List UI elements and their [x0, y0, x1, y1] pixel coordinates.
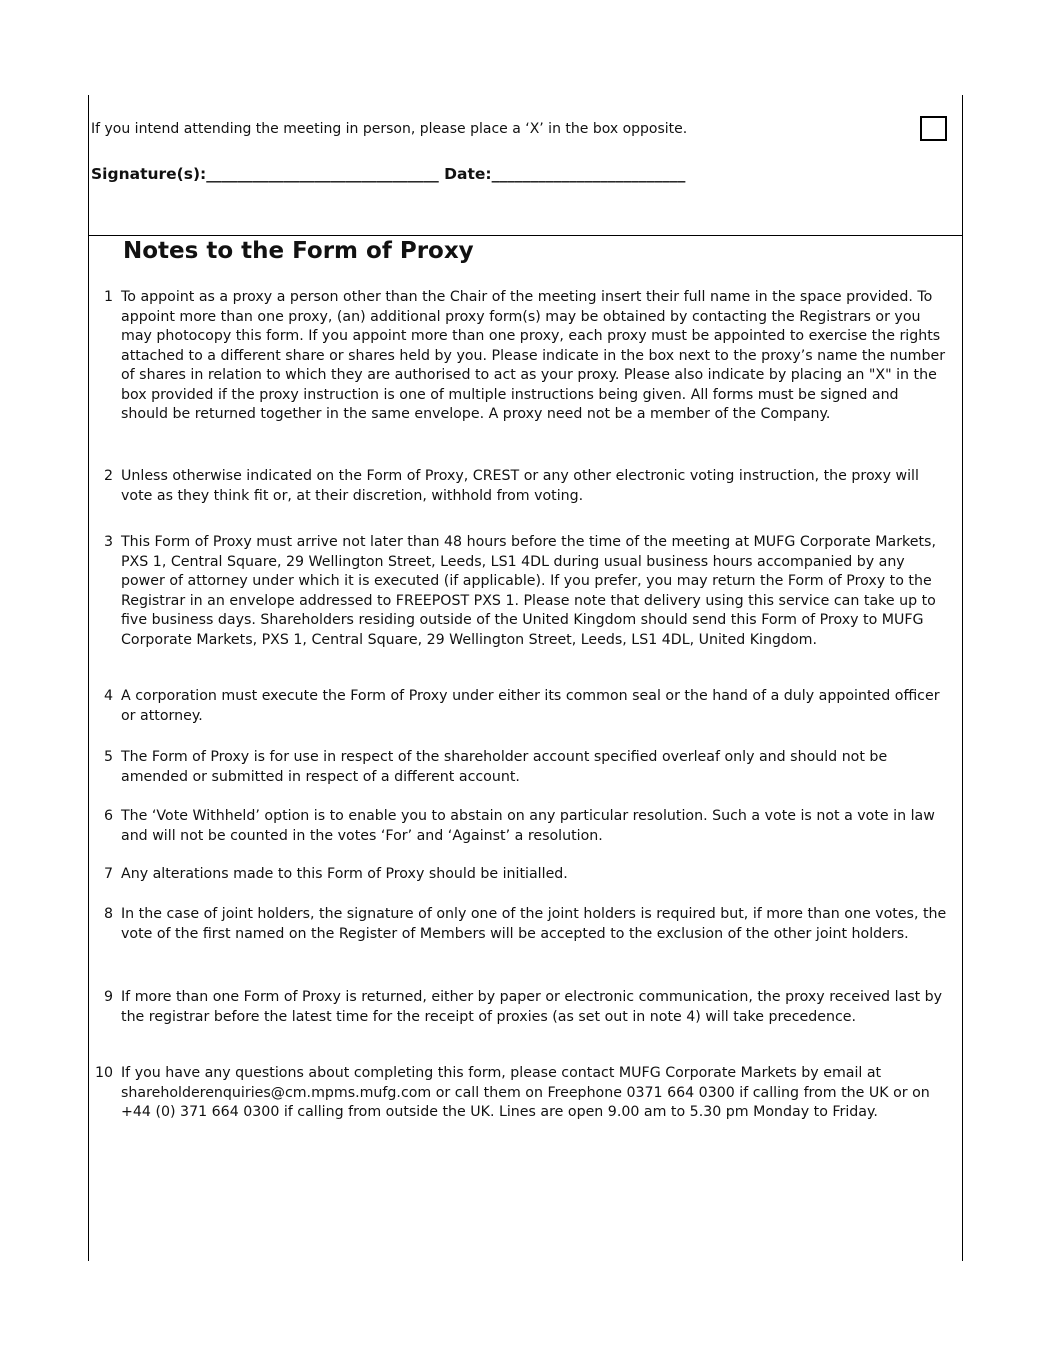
note-item: [90, 1064, 950, 1123]
note-number: 10: [94, 1065, 113, 1081]
signature-label: Signature(s):: [91, 165, 207, 183]
date-field[interactable]: _________________________: [491, 165, 686, 183]
note-text: In the case of joint holders, the signature of only one of the joint holders is required but, if more than one votes, the vote of the first named on the Register of Members will be accepted to the exclusion of the other joint holders.: [121, 906, 947, 942]
note-text: The Form of Proxy is for use in respect of the shareholder account specified overleaf only and should not be amended or submitted in respect of a different account.: [121, 749, 888, 785]
frame-right-border: [962, 95, 963, 1261]
note-text: This Form of Proxy must arrive not later than 48 hours before the time of the meeting at MUFG Corporate Markets, PXS 1, Central Square, 29 Wellington Street, Leeds, LS1 4DL during usual business hours accompanied by any power of attorney under which it is executed (if applicable). If you prefer, you may return the Form of Proxy to the Registrar in an envelope addressed to FREEPOST PXS 1. Please note that delivery using this service can take up to five business days. Shareholders residing outside of the United Kingdom should send this Form of Proxy to MUFG Corporate Markets, PXS 1, Central Square, 29 Wellington Street, Leeds, LS1 4DL, United Kingdom.: [121, 534, 936, 648]
note-item: [90, 687, 950, 726]
note-text: If you have any questions about completing this form, please contact MUFG Corporate Markets by email at shareholderenquiries@cm.mpms.mufg.com or call them on Freephone 0371 664 0300 if calling from the UK or on +44 (0) 371 664 0300 if calling from outside the UK. Lines are open 9.00 am to 5.30 pm Monday to Friday.: [121, 1065, 930, 1120]
note-number: 1: [103, 289, 113, 305]
note-item: [90, 905, 950, 944]
note-text: If more than one Form of Proxy is returned, either by paper or electronic communication, the proxy received last by the registrar before the latest time for the receipt of proxies (as set out in note 4) will take precedence.: [121, 989, 943, 1025]
note-number: 5: [103, 749, 113, 765]
signature-row: [91, 164, 685, 184]
signature-field[interactable]: ______________________________: [206, 165, 439, 183]
note-text: To appoint as a proxy a person other than the Chair of the meeting insert their full name in the space provided. To appoint more than one proxy, (an) additional proxy form(s) may be obtained by contacting the Registrars or you may photocopy this form. If you appoint more than one proxy, each proxy must be appointed to exercise the rights attached to a different share or shares held by you. Please indicate in the box next to the proxy’s name the number of shares in relation to which they are authorised to act as your proxy. Please also indicate by placing an "X" in the box provided if the proxy instruction is one of multiple instructions being given. All forms must be signed and should be returned together in the same envelope. A proxy need not be a member of the Company.: [121, 289, 946, 422]
note-item: [90, 865, 950, 885]
notes-title: Notes to the Form of Proxy: [123, 238, 474, 264]
frame-left-border: [88, 95, 89, 1261]
note-item: [90, 533, 950, 650]
note-number: 3: [103, 534, 113, 550]
note-item: [90, 288, 950, 425]
note-number: 2: [103, 468, 113, 484]
note-item: [90, 807, 950, 846]
note-number: 9: [103, 989, 113, 1005]
note-item: [90, 988, 950, 1027]
note-text: Any alterations made to this Form of Proxy should be initialled.: [121, 866, 568, 882]
attendance-instruction: If you intend attending the meeting in person, please place a ‘X’ in the box opposite.: [91, 121, 688, 137]
note-item: [90, 748, 950, 787]
note-text: Unless otherwise indicated on the Form of Proxy, CREST or any other electronic voting instruction, the proxy will vote as they think fit or, at their discretion, withhold from voting.: [121, 468, 919, 504]
date-label: Date:: [444, 165, 492, 183]
note-number: 6: [103, 808, 113, 824]
note-number: 7: [103, 866, 113, 882]
attendance-checkbox[interactable]: [920, 116, 947, 141]
note-text: The ‘Vote Withheld’ option is to enable you to abstain on any particular resolution. Such a vote is not a vote in law and will not be counted in the votes ‘For’ and ‘Against’ a resolution.: [121, 808, 935, 844]
note-number: 4: [103, 688, 113, 704]
note-number: 8: [103, 906, 113, 922]
note-text: A corporation must execute the Form of Proxy under either its common seal or the hand of a duly appointed officer or attorney.: [121, 688, 940, 724]
note-item: [90, 467, 950, 506]
